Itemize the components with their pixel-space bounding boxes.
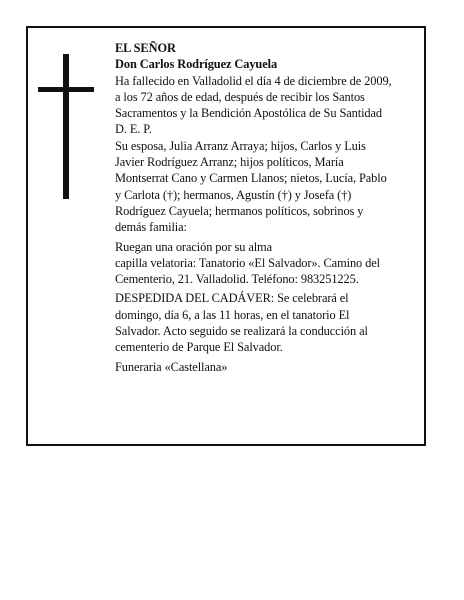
obituary-title: EL SEÑOR <box>115 41 176 55</box>
death-announcement: Ha fallecido en Valladolid el día 4 de diciembre de 2009, a los 72 años de edad, después de recibir los Santos Sacramentos y la Bendición Apostólica de Su Santidad <box>115 73 392 121</box>
chapel-info: capilla velatoria: Tanatorio «El Salvador». Camino del Cementerio, 21. Valladolid. Teléfono: 983251225. <box>115 255 380 287</box>
deceased-name: Don Carlos Rodríguez Cayuela <box>115 57 278 72</box>
prayer-request: Ruegan una oración por su alma <box>115 239 272 254</box>
obituary-text <box>115 40 395 375</box>
latin-cross-icon <box>36 54 96 199</box>
rest-in-peace: D. E. P. <box>115 122 152 137</box>
cross-vertical-bar <box>63 54 69 199</box>
cross-horizontal-bar <box>38 87 94 92</box>
family-list: Su esposa, Julia Arranz Arraya; hijos, Carlos y Luis Javier Rodríguez Arranz; hijos políticos, María Montserrat Cano y Carmen Llanos; nietos, Lucía, Pablo y Carlota (†); hermanos, Agustín (†) y Josefa (†) Rodríguez Cayuela; hermanos políticos, sobrinos y demás familia: <box>115 138 387 235</box>
funeral-home: Funeraria «Castellana» <box>115 359 228 374</box>
farewell-info: DESPEDIDA DEL CADÁVER: Se celebrará el domingo, día 6, a las 11 horas, en el tanatorio El Salvador. Acto seguido se realizará la conducción al cementerio de Parque El Salvador. <box>115 291 368 355</box>
obituary-notice <box>26 26 426 446</box>
